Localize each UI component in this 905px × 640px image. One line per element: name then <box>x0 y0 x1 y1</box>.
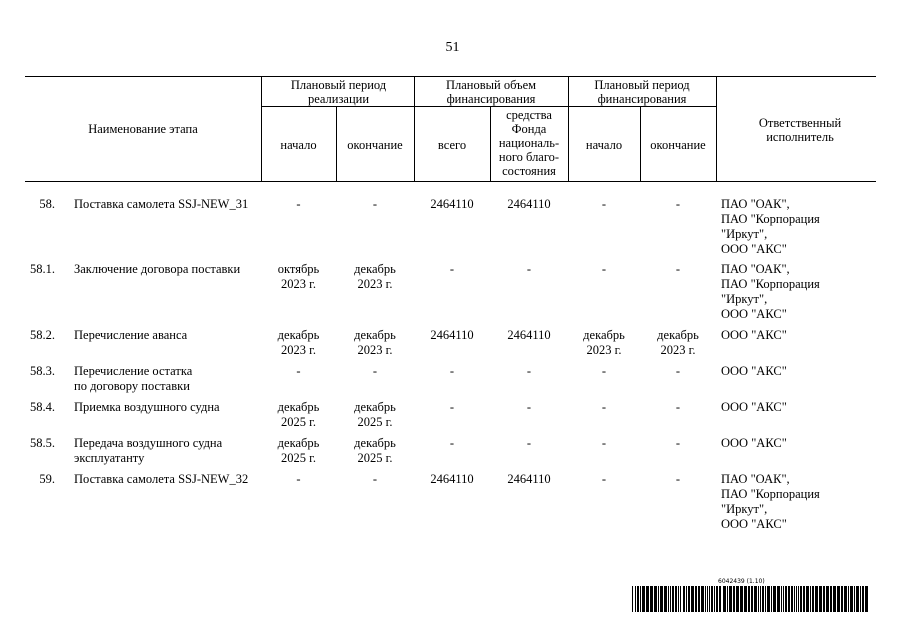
fin-total: - <box>449 436 455 450</box>
barcode-bar <box>701 586 704 612</box>
barcode-bar <box>698 586 700 612</box>
stage-name-line: Заключение договора поставки <box>74 262 241 276</box>
barcode-bar <box>711 586 713 612</box>
fin-start <box>568 364 640 379</box>
fin-fund: - <box>526 436 532 450</box>
stage-number: 58.4. <box>30 400 55 414</box>
impl-end-line: декабрь <box>354 328 396 342</box>
header-fund-line: националь- <box>498 136 560 150</box>
fin-fund: - <box>526 364 532 378</box>
fin-fund: - <box>526 400 532 414</box>
barcode-bar <box>716 586 718 612</box>
impl-end <box>336 262 414 292</box>
col-rule <box>261 76 262 181</box>
barcode-bar <box>803 586 805 612</box>
fin-end <box>640 400 716 415</box>
fin-start <box>568 436 640 451</box>
barcode-bar <box>637 586 639 612</box>
impl-start-line: - <box>296 364 301 378</box>
barcode-bar <box>744 586 747 612</box>
responsible-executor <box>721 197 871 257</box>
impl-start-line: - <box>296 197 301 211</box>
responsible-executor <box>721 436 871 451</box>
fin-total: 2464110 <box>430 472 474 486</box>
impl-end-line: декабрь <box>354 400 396 414</box>
impl-end-line: 2023 г. <box>357 277 393 291</box>
impl-start-line: декабрь <box>277 400 320 414</box>
barcode-bar <box>719 586 721 612</box>
barcode-bar <box>727 586 728 612</box>
impl-end-line: - <box>372 472 378 486</box>
barcode-bar <box>862 586 864 612</box>
stage-name-line: Поставка самолета SSJ-NEW_31 <box>74 197 249 211</box>
page-number: 51 <box>445 40 460 55</box>
impl-start-line: 2025 г. <box>281 415 316 429</box>
barcode-bar <box>830 586 832 612</box>
barcode-bar <box>758 586 759 612</box>
responsible-executor-line: "Иркут", <box>721 292 768 306</box>
header-fund-line: средства <box>506 108 552 122</box>
barcode-bar <box>781 586 782 612</box>
header-start: начало <box>280 138 317 152</box>
barcode-bar <box>783 586 784 612</box>
responsible-executor-line: ООО "АКС" <box>721 436 787 450</box>
barcode-bar <box>860 586 861 612</box>
barcode-bar <box>806 586 809 612</box>
fin-start <box>568 262 640 277</box>
responsible-executor-line: ПАО "ОАК", <box>721 262 790 276</box>
barcode-bar <box>709 586 710 612</box>
impl-start-line: 2023 г. <box>281 343 316 357</box>
impl-end-line: 2023 г. <box>357 343 393 357</box>
barcode-bar <box>686 586 687 612</box>
fin-start-line: 2023 г. <box>586 343 622 357</box>
fin-total: 2464110 <box>430 328 474 342</box>
barcode-bar <box>773 586 776 612</box>
fin-fund: - <box>526 262 532 276</box>
stage-name-line: эксплуатанту <box>74 451 145 465</box>
responsible-executor-line: ПАО "Корпорация <box>721 487 820 501</box>
header-fin-volume: Плановый объем финансирования <box>445 78 537 106</box>
header-fin-start: начало <box>585 138 623 152</box>
barcode-bar <box>854 586 855 612</box>
stage-name <box>74 400 260 415</box>
barcode-bar <box>714 586 715 612</box>
barcode-bar <box>680 586 681 612</box>
barcode-bar <box>796 586 797 612</box>
barcode-bar <box>678 586 679 612</box>
barcode-bar <box>762 586 764 612</box>
header-responsible: Ответственный исполнитель <box>758 116 842 144</box>
fin-end <box>640 328 716 358</box>
impl-end-line: - <box>372 197 378 211</box>
responsible-executor-line: ПАО "ОАК", <box>721 472 790 486</box>
barcode-bar <box>642 586 645 612</box>
header-fund <box>490 108 568 178</box>
barcode-bar <box>841 586 843 612</box>
header-fund-line: состояния <box>502 164 556 178</box>
impl-end-line: декабрь <box>354 436 396 450</box>
fin-start-line: декабрь <box>583 328 625 342</box>
barcode-bar <box>683 586 685 612</box>
fin-start-line: - <box>601 400 607 414</box>
fin-fund: 2464110 <box>507 472 551 486</box>
stage-name <box>74 328 260 343</box>
col-rule <box>568 76 569 181</box>
header-bottom-rule <box>25 181 876 182</box>
fin-end-line: декабрь <box>657 328 699 342</box>
header-end: окончание <box>347 138 403 152</box>
barcode-bar <box>810 586 811 612</box>
barcode-bar <box>848 586 849 612</box>
group-header-rule <box>261 106 716 107</box>
impl-end-line: - <box>372 364 378 378</box>
responsible-executor-line: ПАО "Корпорация <box>721 212 820 226</box>
barcode-bar <box>707 586 708 612</box>
barcode-bar <box>833 586 836 612</box>
barcode-bar <box>791 586 793 612</box>
stage-name <box>74 364 260 394</box>
fin-start-line: - <box>601 262 607 276</box>
responsible-executor <box>721 400 871 415</box>
barcode-bar <box>765 586 766 612</box>
barcode-bar <box>771 586 772 612</box>
stage-name-line: Передача воздушного судна <box>74 436 223 450</box>
fin-end-line: - <box>675 436 681 450</box>
impl-start-line: декабрь <box>277 436 320 450</box>
impl-start-line: - <box>296 472 301 486</box>
impl-end-line: декабрь <box>354 262 396 276</box>
impl-start <box>261 472 336 487</box>
barcode-bar <box>691 586 694 612</box>
barcode-bar <box>640 586 641 612</box>
barcode-bar <box>850 586 853 612</box>
fin-total: - <box>449 364 455 378</box>
impl-start-line: декабрь <box>277 328 320 342</box>
fin-end <box>640 364 716 379</box>
impl-end <box>336 328 414 358</box>
barcode-bar <box>635 586 636 612</box>
fin-fund: 2464110 <box>507 328 551 342</box>
barcode-bar <box>664 586 667 612</box>
barcode-bar <box>777 586 780 612</box>
barcode-bar <box>654 586 657 612</box>
fin-start <box>568 400 640 415</box>
stage-name <box>74 262 260 277</box>
responsible-executor-line: ООО "АКС" <box>721 242 787 256</box>
barcode-bar <box>815 586 818 612</box>
fin-end-line: - <box>675 400 681 414</box>
barcode-bar <box>650 586 653 612</box>
barcode-bar <box>675 586 677 612</box>
stage-name-line: Приемка воздушного судна <box>74 400 220 414</box>
col-rule <box>414 76 415 181</box>
stage-name-line: Перечисление остатка <box>74 364 193 378</box>
barcode-bar <box>751 586 753 612</box>
responsible-executor <box>721 472 871 532</box>
responsible-executor-line: ООО "АКС" <box>721 400 787 414</box>
fin-end-line: - <box>675 364 681 378</box>
impl-start <box>261 262 336 292</box>
fin-end <box>640 197 716 212</box>
header-stage-name: Наименование этапа <box>88 122 198 136</box>
barcode-bar <box>723 586 726 612</box>
barcode <box>632 586 868 612</box>
responsible-executor-line: "Иркут", <box>721 227 768 241</box>
fin-end-line: 2023 г. <box>660 343 696 357</box>
barcode-bar <box>837 586 840 612</box>
fin-start-line: - <box>601 436 607 450</box>
barcode-bar <box>798 586 799 612</box>
responsible-executor-line: ООО "АКС" <box>721 517 787 531</box>
stage-number: 59. <box>39 472 55 486</box>
impl-start <box>261 197 336 212</box>
header-impl-period: Плановый период реализации <box>290 78 387 106</box>
header-fund-line: Фонда <box>511 122 547 136</box>
stage-number: 58.5. <box>30 436 55 450</box>
fin-start-line: - <box>601 472 607 486</box>
fin-start-line: - <box>601 364 607 378</box>
fin-end <box>640 436 716 451</box>
barcode-bar <box>760 586 761 612</box>
responsible-executor-line: "Иркут", <box>721 502 768 516</box>
impl-start-line: октябрь <box>277 262 320 276</box>
barcode-bar <box>865 586 868 612</box>
impl-end <box>336 197 414 212</box>
header-total: всего <box>437 138 467 152</box>
stage-number: 58.3. <box>30 364 55 378</box>
fin-end-line: - <box>675 472 681 486</box>
impl-end <box>336 436 414 466</box>
impl-end <box>336 472 414 487</box>
barcode-bar <box>705 586 706 612</box>
responsible-executor-line: ООО "АКС" <box>721 328 787 342</box>
barcode-bar <box>754 586 757 612</box>
barcode-bar <box>785 586 787 612</box>
fin-start-line: - <box>601 197 607 211</box>
impl-end-line: 2025 г. <box>357 415 393 429</box>
barcode-bar <box>736 586 739 612</box>
fin-end <box>640 472 716 487</box>
barcode-bar <box>812 586 814 612</box>
stage-name <box>74 197 260 212</box>
barcode-bar <box>800 586 802 612</box>
impl-start-line: 2025 г. <box>281 451 316 465</box>
barcode-bar <box>740 586 743 612</box>
barcode-bar <box>672 586 674 612</box>
fin-fund: 2464110 <box>507 197 551 211</box>
fin-end-line: - <box>675 197 681 211</box>
barcode-bar <box>856 586 859 612</box>
barcode-bar <box>826 586 829 612</box>
responsible-executor-line: ООО "АКС" <box>721 307 787 321</box>
responsible-executor <box>721 328 871 343</box>
impl-end <box>336 400 414 430</box>
fin-end-line: - <box>675 262 681 276</box>
stage-name <box>74 436 260 466</box>
barcode-bar <box>733 586 735 612</box>
barcode-bar <box>729 586 732 612</box>
stage-name-line: Перечисление аванса <box>74 328 188 342</box>
responsible-executor <box>721 364 871 379</box>
header-fin-period: Плановый период финансирования <box>594 78 690 106</box>
impl-start <box>261 364 336 379</box>
barcode-bar <box>646 586 649 612</box>
responsible-executor <box>721 262 871 322</box>
impl-start <box>261 436 336 466</box>
stage-name <box>74 472 260 487</box>
barcode-bar <box>658 586 659 612</box>
barcode-bar <box>748 586 750 612</box>
header-fin-end: окончание <box>650 138 706 152</box>
impl-start-line: 2023 г. <box>281 277 316 291</box>
impl-start <box>261 328 336 358</box>
barcode-bar <box>767 586 770 612</box>
barcode-number: 6042439 (1.10) <box>718 578 765 585</box>
stage-number: 58. <box>39 197 55 211</box>
responsible-executor-line: ООО "АКС" <box>721 364 787 378</box>
barcode-bar <box>695 586 697 612</box>
stage-number: 58.1. <box>30 262 55 276</box>
barcode-bar <box>660 586 663 612</box>
stage-name-line: по договору поставки <box>74 379 190 393</box>
fin-total: 2464110 <box>430 197 474 211</box>
impl-end-line: 2025 г. <box>357 451 393 465</box>
fin-end <box>640 262 716 277</box>
fin-start <box>568 197 640 212</box>
barcode-bar <box>668 586 669 612</box>
barcode-bar <box>794 586 795 612</box>
stage-name-line: Поставка самолета SSJ-NEW_32 <box>74 472 249 486</box>
responsible-executor-line: ПАО "Корпорация <box>721 277 820 291</box>
barcode-bar <box>670 586 671 612</box>
barcode-bar <box>632 586 633 612</box>
barcode-bar <box>844 586 847 612</box>
fin-start <box>568 328 640 358</box>
barcode-bar <box>688 586 690 612</box>
table-top-rule <box>25 76 876 77</box>
stage-number: 58.2. <box>30 328 55 342</box>
barcode-bar <box>823 586 825 612</box>
fin-start <box>568 472 640 487</box>
fin-total: - <box>449 262 455 276</box>
responsible-executor-line: ПАО "ОАК", <box>721 197 790 211</box>
barcode-bar <box>788 586 790 612</box>
col-rule <box>716 76 717 181</box>
impl-start <box>261 400 336 430</box>
barcode-bar <box>819 586 822 612</box>
impl-end <box>336 364 414 379</box>
fin-total: - <box>449 400 455 414</box>
header-fund-line: ного благо- <box>498 150 560 164</box>
